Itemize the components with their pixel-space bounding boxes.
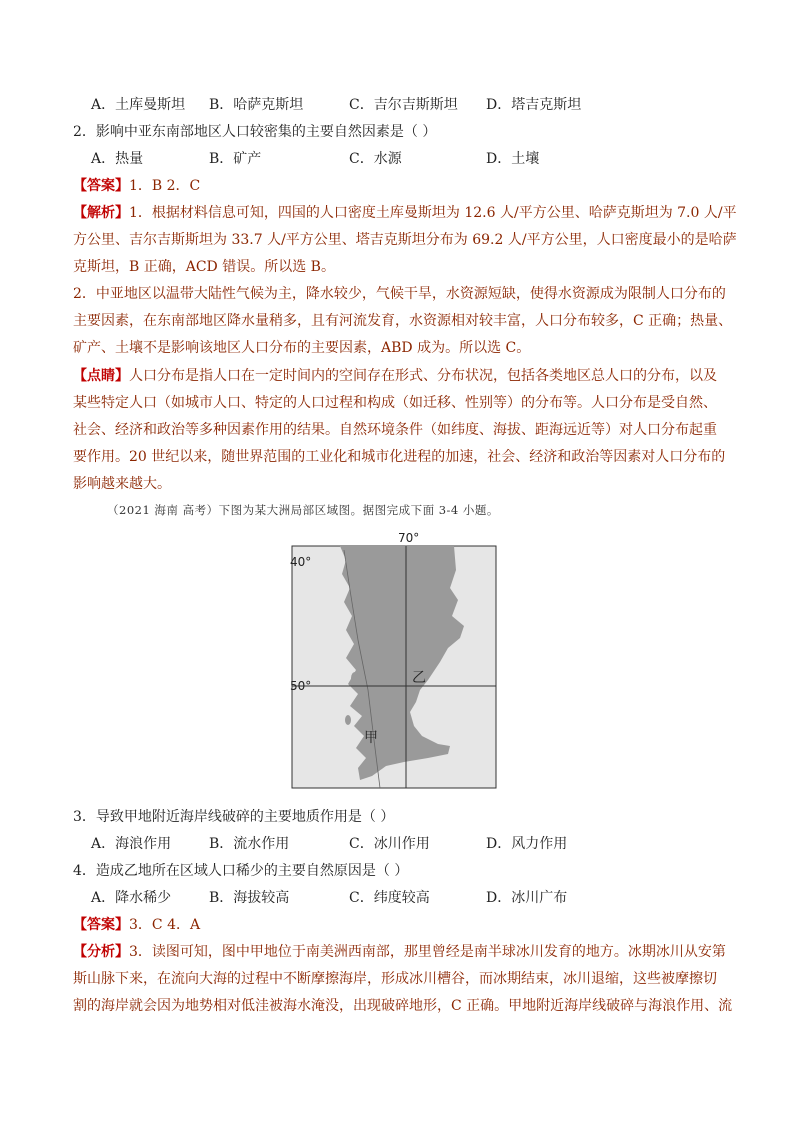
answer34-text: 3．C 4．A	[129, 917, 201, 933]
label-40: 40°	[290, 555, 312, 569]
q3-option-d: D．风力作用	[486, 836, 568, 852]
q2-option-c: C．水源	[349, 151, 402, 167]
q1-option-b: B．哈萨克斯坦	[209, 97, 304, 113]
answer34-tag: 【答案】	[73, 917, 129, 933]
island-2	[345, 715, 351, 725]
analysis-line-3: 克斯坦，B 正确，ACD 错误。所以选 B。	[73, 259, 335, 275]
label-70: 70°	[398, 531, 420, 545]
analysis34-text-1: 3．读图可知，图中甲地位于南美洲西南部，那里曾经是南半球冰川发育的地方。冰期冰川从安第	[129, 944, 726, 960]
comment-line-3: 社会、经济和政治等多种因素作用的结果。自然环境条件（如纬度、海拔、距海远近等）对人口分布起重	[73, 422, 717, 438]
analysis-line-1	[73, 204, 737, 222]
q4-option-b: B．海拔较高	[209, 890, 290, 906]
q3-option-a: A．海浪作用	[91, 836, 172, 852]
analysis-line-6: 矿产、土壤不是影响该地区人口分布的主要因素，ABD 成为。所以选 C。	[73, 340, 531, 356]
analysis34-line-1	[73, 943, 726, 961]
answer-3-4	[73, 916, 200, 934]
comment-line-2: 某些特定人口（如城市人口、特定的人口过程和构成（如迁移、性别等）的分布等。人口分布是受自然、	[73, 395, 717, 411]
label-jia: 甲	[364, 730, 378, 746]
analysis-line-2: 方公里、吉尔吉斯斯坦为 33.7 人/平方公里、塔吉克斯坦分布为 69.2 人/平方公里，人口密度最小的是哈萨	[73, 232, 737, 248]
q1-option-c: C．吉尔吉斯斯坦	[349, 97, 458, 113]
comment-line-4: 要作用。20 世纪以来，随世界范围的工业化和城市化进程的加速，社会、经济和政治等因素对人口分布的	[73, 449, 726, 465]
island-1	[351, 672, 359, 684]
q2-option-a: A．热量	[91, 151, 144, 167]
comment-tag: 【点睛】	[73, 368, 129, 384]
answer-text: 1．B 2．C	[129, 178, 201, 194]
q4-option-c: C．纬度较高	[349, 890, 430, 906]
q3-stem: 3．导致甲地附近海岸线破碎的主要地质作用是（ ）	[73, 809, 395, 825]
q2-option-d: D．土壤	[486, 151, 540, 167]
q3-option-c: C．冰川作用	[349, 836, 430, 852]
analysis34-line-3: 割的海岸就会因为地势相对低洼被海水淹没，出现破碎地形，C 正确。甲地附近海岸线破碎与海浪作用、流	[73, 998, 733, 1014]
island-3	[355, 592, 361, 600]
comment-line-5: 影响越来越大。	[73, 476, 171, 492]
q4-stem: 4．造成乙地所在区域人口稀少的主要自然原因是（ ）	[73, 863, 409, 879]
analysis-line-5: 主要因素，在东南部地区降水量稍多，且有河流发育，水资源相对较丰富，人口分布较多，C 正确；热量、	[73, 313, 733, 329]
analysis34-tag: 【分析】	[73, 944, 129, 960]
answer-tag: 【答案】	[73, 178, 129, 194]
label-yi: 乙	[412, 670, 426, 686]
q1-option-d: D．塔吉克斯坦	[486, 97, 582, 113]
q3-option-b: B．流水作用	[209, 836, 290, 852]
analysis-tag: 【解析】	[73, 205, 129, 221]
analysis-line-4: 2．中亚地区以温带大陆性气候为主，降水较少，气候干旱，水资源短缺，使得水资源成为限制人口分布的	[73, 286, 726, 302]
south-america-map	[288, 530, 502, 790]
comment-line-1	[73, 367, 717, 385]
answer-1-2	[73, 177, 200, 195]
q2-option-b: B．矿产	[209, 151, 262, 167]
q4-option-a: A．降水稀少	[91, 890, 172, 906]
q4-option-d: D．冰川广布	[486, 890, 568, 906]
label-50: 50°	[290, 679, 312, 693]
question-intro: （2021 海南 高考）下图为某大洲局部区域图。据图完成下面 3-4 小题。	[107, 503, 499, 517]
q2-stem: 2．影响中亚东南部地区人口较密集的主要自然因素是（ ）	[73, 124, 437, 140]
comment-text-1: 人口分布是指人口在一定时间内的空间存在形式、分布状况，包括各类地区总人口的分布，以及	[129, 368, 717, 384]
q1-option-a: A．土库曼斯坦	[91, 97, 186, 113]
analysis-text-1: 1．根据材料信息可知，四国的人口密度土库曼斯坦为 12.6 人/平方公里、哈萨克斯坦为 7.0 人/平	[129, 205, 737, 221]
analysis34-line-2: 斯山脉下来，在流向大海的过程中不断摩擦海岸，形成冰川槽谷，而冰期结束，冰川退缩，这些被摩擦切	[73, 971, 717, 987]
